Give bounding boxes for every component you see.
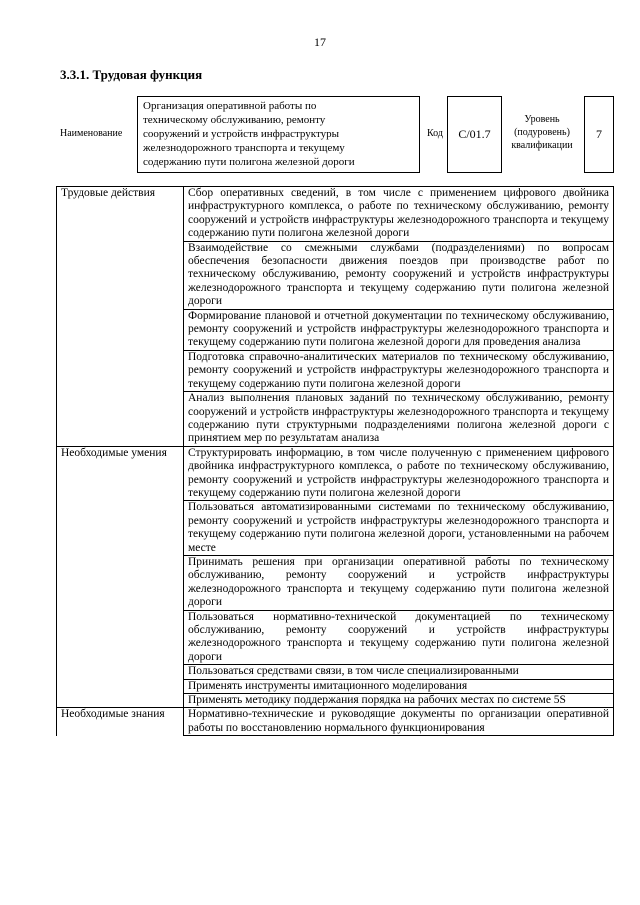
item-cell: Применять инструменты имитационного моделирования [184, 679, 614, 693]
level-label-line: (подуровень) [514, 127, 570, 138]
item-cell: Формирование плановой и отчетной документации по техническому обслуживанию, ремонту сооружений и устройств инфраструктуры железнодорожного транспорта и текущему содержанию пути полигона железной дороги для проведения анализа [184, 309, 614, 350]
level-label-line: квалификации [511, 140, 573, 151]
item-cell: Взаимодействие со смежными службами (подразделениями) по вопросам обеспечения безопасности движения поездов при производстве работ по техническому обслуживанию, ремонту сооружений и устройств инфраструктуры железнодорожного транспорта и текущему содержанию пути полигона железной дороги [184, 241, 614, 309]
function-name-line: железнодорожного транспорта и текущему [143, 142, 345, 154]
item-cell: Сбор оперативных сведений, в том числе с применением цифрового двойника инфраструктурного комплекса, о работе по техническому обслуживанию, ремонту сооружений и устройств инфраструктуры железнодорожного транспорта и текущему содержанию пути полигона железной дороги [184, 187, 614, 242]
item-cell: Анализ выполнения плановых заданий по техническому обслуживанию, ремонту сооружений и устройств инфраструктуры железнодорожного транспорта и текущему содержанию пути структурными подразделениями полигона железной дороги с принятием мер по результатам анализа [184, 392, 614, 447]
category-cell: Необходимые умения [57, 446, 184, 501]
item-cell: Применять методику поддержания порядка на рабочих местах по системе 5S [184, 694, 614, 708]
table-row [57, 708, 614, 736]
qualification-level-label [507, 113, 577, 152]
category-cell-continued [57, 309, 184, 350]
qualification-level-value: 7 [596, 127, 602, 141]
table-row [57, 350, 614, 391]
level-label-line: Уровень [524, 114, 560, 125]
function-name-line: содержанию пути полигона железной дороги [143, 156, 355, 168]
code-box [447, 96, 502, 173]
category-cell: Необходимые знания [57, 708, 184, 736]
category-cell-continued [57, 241, 184, 309]
category-cell-continued [57, 679, 184, 693]
code-value: C/01.7 [458, 127, 491, 141]
function-name-line: сооружений и устройств инфраструктуры [143, 128, 340, 140]
table-row [57, 610, 614, 665]
category-cell-continued [57, 501, 184, 556]
item-cell: Пользоваться средствами связи, в том числе специализированными [184, 665, 614, 679]
table-row [57, 187, 614, 242]
function-name-line: Организация оперативной работы по [143, 100, 317, 112]
category-cell-continued [57, 392, 184, 447]
item-cell: Нормативно-технические и руководящие документы по организации оперативной работы по восстановлению нормального функционирования [184, 708, 614, 736]
page-bottom-margin [0, 862, 640, 905]
table-row [57, 392, 614, 447]
item-cell: Подготовка справочно-аналитических материалов по техническому обслуживанию, ремонту сооружений и устройств инфраструктуры железнодорожного транспорта и текущему содержанию пути полигона железной дороги [184, 350, 614, 391]
labor-function-table [56, 186, 614, 736]
section-title: 3.3.1. Трудовая функция [60, 67, 203, 82]
function-name-line: техническому обслуживанию, ремонту [143, 114, 326, 126]
table-row [57, 446, 614, 501]
table-row [57, 501, 614, 556]
category-cell-continued [57, 694, 184, 708]
category-cell-continued [57, 610, 184, 665]
category-cell-continued [57, 555, 184, 610]
category-cell-continued [57, 350, 184, 391]
item-cell: Принимать решения при организации оперативной работы по техническому обслуживанию, ремонту сооружений и устройств инфраструктуры железнодорожного транспорта и текущему содержанию пути полигона железной дороги [184, 555, 614, 610]
code-label: Код [427, 128, 443, 139]
item-cell: Пользоваться нормативно-технической документацией по техническому обслуживанию, ремонту сооружений и устройств инфраструктуры железнодорожного транспорта и текущему содержанию пути полигона железной дороги [184, 610, 614, 665]
item-cell: Пользоваться автоматизированными системами по техническому обслуживанию, ремонту сооружений и устройств инфраструктуры железнодорожного транспорта и текущему содержанию пути полигона железной дороги, установленными на рабочем месте [184, 501, 614, 556]
table-row [57, 241, 614, 309]
table-row [57, 694, 614, 708]
item-cell: Структурировать информацию, в том числе полученную с применением цифрового двойника инфраструктурного комплекса, о работе по техническому обслуживанию, ремонту сооружений и устройств инфраструктуры железнодорожного транспорта и текущему содержанию пути полигона железной дороги [184, 446, 614, 501]
table-row [57, 309, 614, 350]
qualification-level-box [584, 96, 614, 173]
table-row [57, 555, 614, 610]
table-row [57, 679, 614, 693]
category-cell-continued [57, 665, 184, 679]
name-label: Наименование [60, 128, 123, 139]
category-cell: Трудовые действия [57, 187, 184, 242]
page-number: 17 [314, 35, 326, 49]
table-row [57, 665, 614, 679]
function-name-box [137, 96, 420, 173]
